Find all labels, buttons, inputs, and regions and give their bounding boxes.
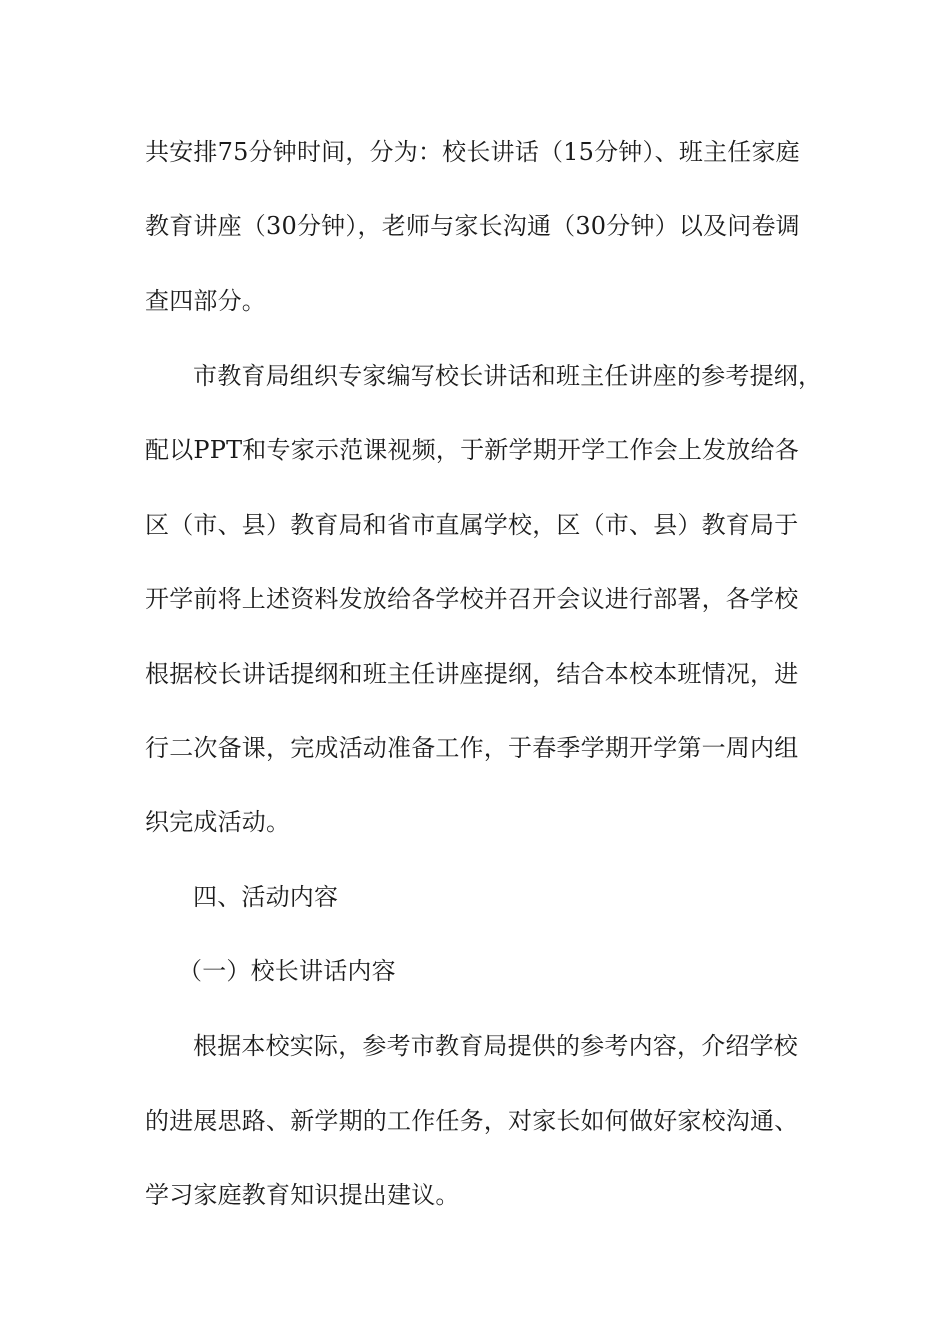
paragraph-2-line-7: 织完成活动。 [145, 808, 291, 836]
paragraph-3-line-2: 的进展思路、新学期的工作任务，对家长如何做好家校沟通、 [145, 1107, 799, 1135]
paragraph-2-line-1: 市教育局组织专家编写校长讲话和班主任讲座的参考提纲， [193, 362, 823, 390]
paragraph-3-line-1: 根据本校实际，参考市教育局提供的参考内容，介绍学校 [193, 1032, 798, 1060]
paragraph-1-line-3: 查四部分。 [145, 287, 266, 315]
section-heading: 四、活动内容 [193, 883, 339, 911]
paragraph-2-line-6: 行二次备课，完成活动准备工作，于春季学期开学第一周内组 [145, 734, 799, 762]
paragraph-2-line-2: 配以PPT和专家示范课视频，于新学期开学工作会上发放给各 [145, 436, 799, 464]
paragraph-1-line-1: 共安排75分钟时间，分为：校长讲话（15分钟）、班主任家庭 [145, 138, 800, 166]
paragraph-2-line-3: 区（市、县）教育局和省市直属学校，区（市、县）教育局于 [145, 511, 799, 539]
paragraph-1-line-2: 教育讲座（30分钟），老师与家长沟通（30分钟）以及问卷调 [145, 212, 800, 240]
paragraph-3-line-3: 学习家庭教育知识提出建议。 [145, 1181, 460, 1209]
paragraph-2-line-5: 根据校长讲话提纲和班主任讲座提纲，结合本校本班情况，进 [145, 660, 799, 688]
subsection-heading: （一）校长讲话内容 [178, 957, 396, 985]
paragraph-2-line-4: 开学前将上述资料发放给各学校并召开会议进行部署，各学校 [145, 585, 799, 613]
